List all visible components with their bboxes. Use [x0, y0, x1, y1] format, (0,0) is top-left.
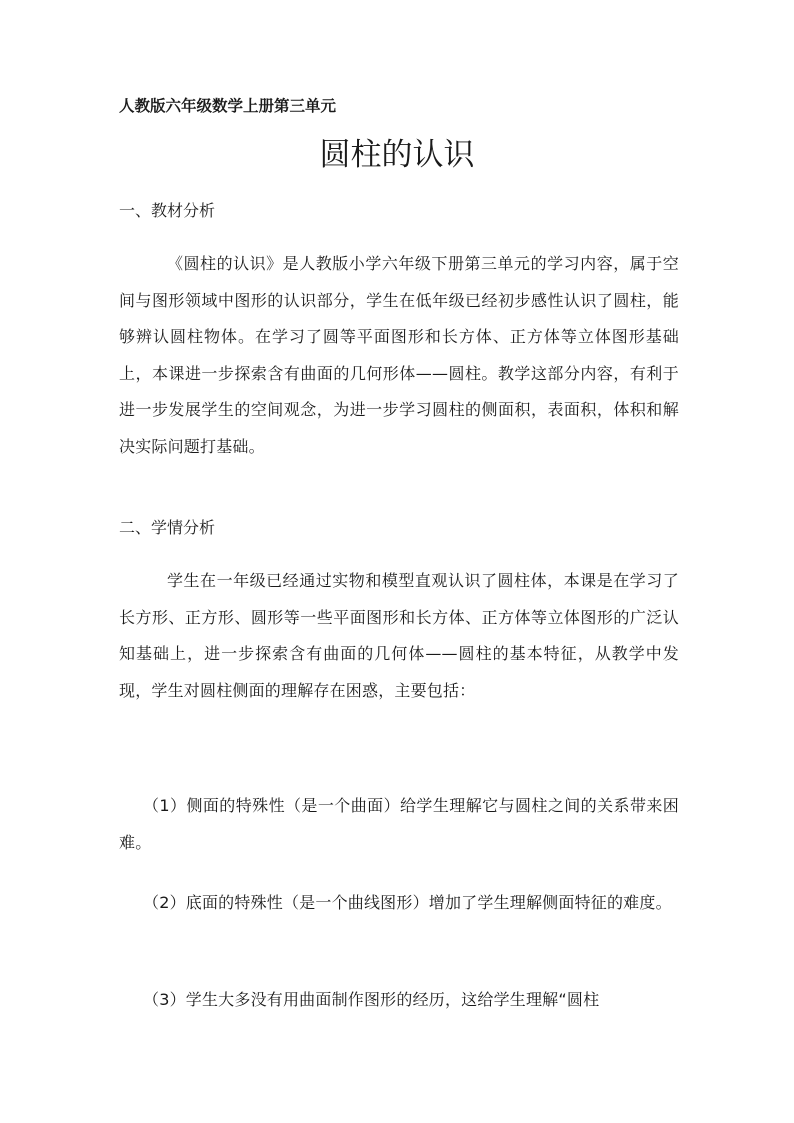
list-item-difficulty-1: （1）侧面的特殊性（是一个曲面）给学生理解它与圆柱之间的关系带来困难。: [119, 796, 679, 852]
list-item-difficulty-2: （2）底面的特殊性（是一个曲线图形）增加了学生理解侧面特征的难度。: [143, 893, 672, 912]
document-title: 圆柱的认识: [319, 137, 475, 173]
paragraph-student-analysis: 学生在一年级已经通过实物和模型直观认识了圆柱体，本课是在学习了长方形、正方形、圆形等一些平面图形和长方体、正方体等立体图形的广泛认知基础上，进一步探索含有曲面的几何体——圆柱的基本特征，从教学中发现，学生对圆柱侧面的理解存在困惑，主要包括：: [119, 571, 679, 700]
section-heading-student-analysis: 二、学情分析: [119, 518, 216, 537]
document-subtitle: 人教版六年级数学上册第三单元: [119, 97, 337, 115]
paragraph-textbook-analysis: 《圆柱的认识》是人教版小学六年级下册第三单元的学习内容，属于空间与图形领域中图形的认识部分，学生在低年级已经初步感性认识了圆柱，能够辨认圆柱物体。在学习了圆等平面图形和长方体、正方体等立体图形基础上，本课进一步探索含有曲面的几何形体——圆柱。教学这部分内容，有利于进一步发展学生的空间观念，为进一步学习圆柱的侧面积，表面积，体积和解决实际问题打基础。: [119, 254, 679, 456]
section-heading-textbook-analysis: 一、教材分析: [119, 201, 216, 220]
list-item-difficulty-3: （3）学生大多没有用曲面制作图形的经历，这给学生理解“圆柱: [143, 990, 600, 1009]
